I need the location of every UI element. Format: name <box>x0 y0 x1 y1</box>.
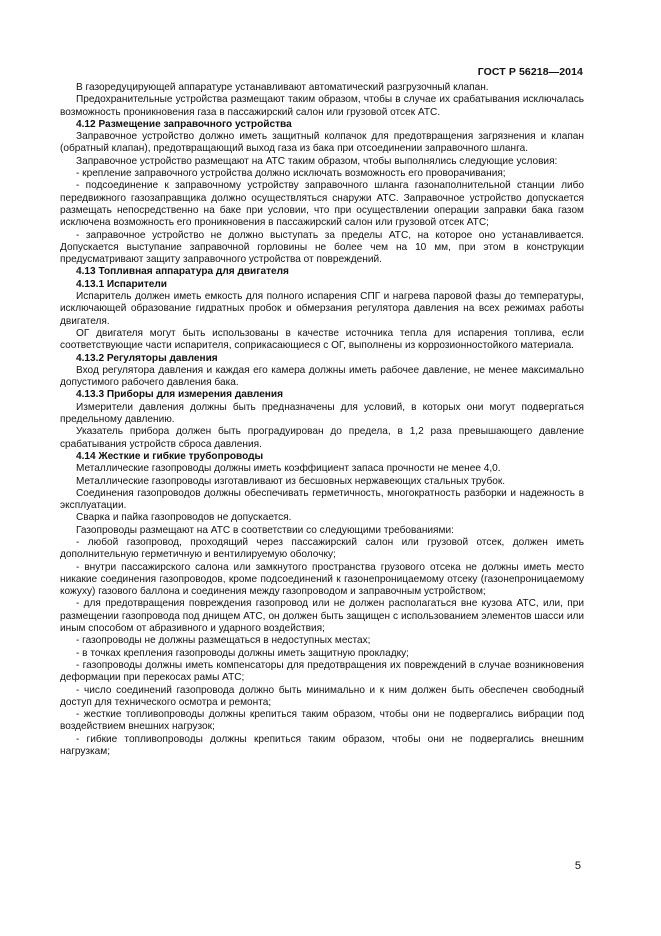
body-paragraph: Металлические газопроводы изготавливают из бесшовных нержавеющих стальных трубок. <box>76 475 506 487</box>
body-paragraph: Предохранительные устройства размещают таким образом, чтобы в случае их срабатывания исключалась возможность проникновения газа в пассажирский салон или грузовой отсек АТС. <box>60 94 584 118</box>
body-paragraph: - крепление заправочного устройства должно исключать возможность его проворачивания; <box>76 168 506 180</box>
body-paragraph: Соединения газопроводов должны обеспечивать герметичность, многократность разборки и надежность в эксплуатации. <box>60 487 584 512</box>
section-heading: 4.12 Размещение заправочного устройства <box>76 118 292 130</box>
section-heading: 4.13.2 Регуляторы давления <box>76 352 218 364</box>
section-heading: 4.13.3 Приборы для измерения давления <box>76 389 284 401</box>
body-paragraph: - газопроводы не должны размещаться в недоступных местах; <box>76 635 371 647</box>
body-paragraph: - подсоединение к заправочному устройству заправочного шланга газонаполнительной станции либо передвижного газозаправщика должно осуществляться снаружи АТС. Заправочное устройство допускается размещать непосредственно на баке при условии, что при осуществлении операции заправки бака газом исключена возможность его проникновения в пассажирский салон или грузовой отсек АТС; <box>60 180 584 229</box>
body-paragraph: Заправочное устройство размещают на АТС таким образом, чтобы выполнялись следующие условия: <box>76 155 558 167</box>
body-paragraph: - для предотвращения повреждения газопровод или не должен располагаться вне кузова АТС, или, при размещении газопровода под днищем АТС, он должен быть защищен с использованием элементов шасси или иным способом от абразивного и ударного воздействия; <box>60 598 584 635</box>
body-paragraph: Заправочное устройство должно иметь защитный колпачок для предотвращения загрязнения и клапан (обратный клапан), предотвращающий выход газа из бака при отсоединении заправочного шланга. <box>60 131 584 155</box>
body-paragraph: - число соединений газопровода должно быть минимально и к ним должен быть обеспечен свободный доступ для технического осмотра и ремонта; <box>60 684 584 708</box>
body-paragraph: Металлические газопроводы должны иметь коэффициент запаса прочности не менее 4,0. <box>76 463 501 475</box>
body-paragraph: Вход регулятора давления и каждая его камера должны иметь рабочее давление, не менее максимально допустимого рабочего давления бака. <box>60 364 584 389</box>
body-paragraph: - гибкие топливопроводы должны крепиться таким образом, чтобы они не подвергались внешним нагрузкам; <box>60 733 584 758</box>
document-body <box>60 82 584 758</box>
body-paragraph: Испаритель должен иметь емкость для полного испарения СПГ и нагрева паровой фазы до температуры, исключающей образование гидратных пробок и обмерзания регулятора давления на всех режимах работы двигателя. <box>60 291 584 327</box>
body-paragraph: ОГ двигателя могут быть использованы в качестве источника тепла для испарения топлива, если соответствующие части испарителя, соприкасающиеся с ОГ, выполнены из коррозионностойкого материала. <box>60 327 584 352</box>
body-paragraph: - жесткие топливопроводы должны крепиться таким образом, чтобы они не подвергались вибрации под воздействием внешних нагрузок; <box>60 709 584 733</box>
body-paragraph: - любой газопровод, проходящий через пассажирский салон или грузовой отсек, должен иметь дополнительную герметичную и вентилируемую оболочку; <box>60 536 584 561</box>
section-heading: 4.14 Жесткие и гибкие трубопроводы <box>76 450 264 462</box>
section-heading: 4.13.1 Испарители <box>76 278 167 290</box>
section-heading: 4.13 Топливная аппаратура для двигателя <box>76 266 289 278</box>
body-paragraph: Газопроводы размещают на АТС в соответствии со следующими требованиями: <box>76 524 454 536</box>
body-paragraph: - заправочное устройство не должно выступать за пределы АТС, на которое оно устанавливается. Допускается выступание заправочной горловины не более чем на 10 мм, при этом в конструкции предусматривают защиту заправочного устройства от повреждений. <box>60 229 584 266</box>
standard-number: ГОСТ Р 56218—2014 <box>477 66 583 78</box>
body-paragraph: Измерители давления должны быть предназначены для условий, в которых они могут подвергаться предельному давлению. <box>60 401 584 426</box>
body-paragraph: - в точках крепления газопроводы должны иметь защитную прокладку; <box>76 647 409 659</box>
body-paragraph: В газоредуцирующей аппаратуре устанавливают автоматический разгрузочный клапан. <box>76 82 489 93</box>
page-number: 5 <box>574 860 581 872</box>
body-paragraph: Указатель прибора должен быть проградуирован до предела, в 1,2 раза превышающего давление срабатывания устройств сброса давления. <box>60 426 584 450</box>
body-paragraph: - газопроводы должны иметь компенсаторы для предотвращения их повреждений в случае возникновения деформации при перекосах рамы АТС; <box>60 659 584 684</box>
body-paragraph: - внутри пассажирского салона или замкнутого пространства грузового отсека не должны иметь место никакие соединения газопроводов, кроме подсоединений к газонепроницаемому отсеку (газонепроницаемому кожуху) газового баллона и соединения между газопроводом и заправочным устройством; <box>60 561 584 598</box>
body-paragraph: Сварка и пайка газопроводов не допускается. <box>76 512 292 524</box>
